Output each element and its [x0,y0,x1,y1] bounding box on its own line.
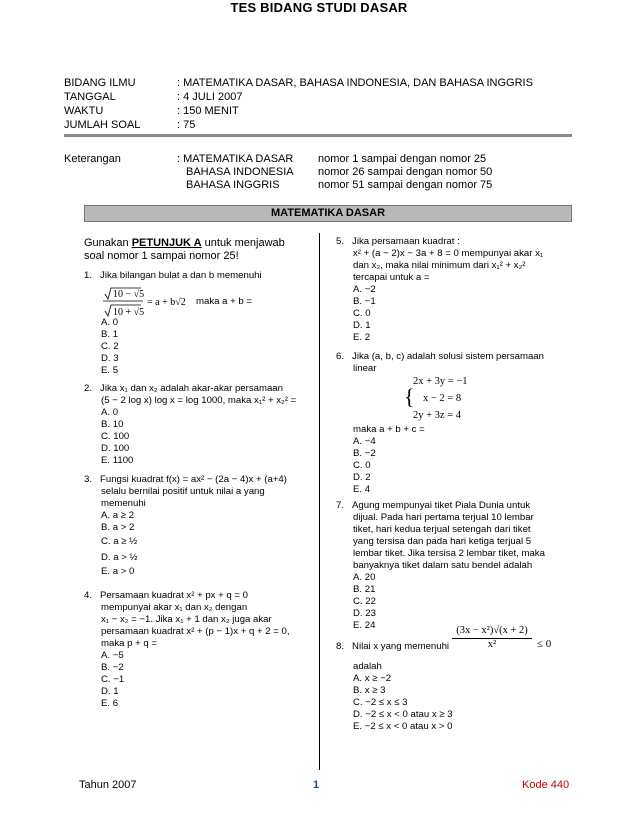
q8-relation: ≤ 0 [537,638,552,650]
option[interactable]: D. 1 [353,320,371,331]
question-2 [84,383,296,467]
option[interactable]: B. −1 [353,296,376,307]
question-text: Fungsi kuadrat f(x) = ax² − (2a − 4)x + (a+4) [100,474,287,485]
option[interactable]: E. 1100 [101,455,134,466]
question-text: Jika persamaan kuadrat : [352,236,460,247]
info-value: : 150 MENIT [177,105,239,117]
denominator: x² [487,639,497,650]
question-text: dan x₂, maka nilai minimum dari x₁² + x₂² [353,260,526,271]
option[interactable]: B. −2 [101,662,124,673]
option[interactable]: E. 4 [353,484,371,495]
intro-bold: PETUNJUK A [131,237,202,249]
q8-tail-block [336,661,453,733]
info-key: JUMLAH SOAL [64,119,141,131]
option[interactable]: A. −5 [101,650,124,661]
keterangan-label: Keterangan [64,153,121,165]
question-text: Jika bilangan bulat a dan b memenuhi [100,270,262,281]
intro-text: untuk menjawab soal nomor 1 sampai nomor 25! [84,237,285,262]
question-number: 7. [336,500,345,511]
option[interactable]: B. 10 [101,419,124,430]
option[interactable]: C. a ≥ ½ [101,536,138,547]
option[interactable]: C. −2 ≤ x ≤ 3 [353,697,408,708]
keterangan-subject: : MATEMATIKA DASAR [177,153,294,165]
question-number: 8. [336,641,345,652]
option[interactable]: A. x ≥ −2 [353,673,392,684]
question-7 [336,500,545,632]
option[interactable]: E. a > 0 [101,566,135,577]
question-number: 2. [84,383,93,394]
footer-year: Tahun 2007 [79,779,137,791]
svg-text:= a + b√2: = a + b√2 [147,297,186,308]
q1-tail: maka a + b = [196,296,252,307]
question-text: selalu bernilai positif untuk nilai a yang [101,486,265,497]
info-key: TANGGAL [64,91,116,103]
info-value: : 4 JULI 2007 [177,91,243,103]
question-4 [84,590,290,710]
option[interactable]: D. −2 ≤ x < 0 atau x ≥ 3 [353,709,453,720]
keterangan-range: nomor 26 sampai dengan nomor 50 [318,166,493,178]
question-text: x₁ − x₂ = −1. Jika x₁ + 1 dan x₂ juga akar [101,614,272,625]
info-value: : MATEMATIKA DASAR, BAHASA INDONESIA, DAN BAHASA INGGRIS [177,77,533,89]
question-text: (5 − 2 log x) log x = log 1000, maka x₁² + x₂² = [101,395,297,406]
question-6 [336,351,544,375]
option[interactable]: A. −2 [353,284,376,295]
keterangan-range: nomor 1 sampai dengan nomor 25 [318,153,487,165]
info-key: BIDANG ILMU [64,77,136,89]
keterangan-subject: BAHASA INGGRIS [186,179,280,191]
q1-options [84,317,119,377]
question-8 [336,641,449,653]
instructions [84,237,300,263]
numerator: (3x − x²)√(x + 2) [452,625,532,639]
svg-text:10 + √5: 10 + √5 [113,307,145,318]
keterangan-subject: BAHASA INDONESIA [186,166,294,178]
option[interactable]: C. 22 [353,596,376,607]
question-text: Jika (a, b, c) adalah solusi sistem persamaan [352,351,544,362]
option[interactable]: C. 100 [101,431,130,442]
option[interactable]: B. 21 [353,584,376,595]
option[interactable]: B. x ≥ 3 [353,685,386,696]
option[interactable]: A. 20 [353,572,376,583]
question-3 [84,474,287,578]
option[interactable]: C. 0 [353,308,371,319]
question-1 [84,270,309,282]
question-text: banyaknya tiket dalam satu bendel adalah [353,560,533,571]
option[interactable]: D. 100 [101,443,130,454]
keterangan-range: nomor 51 sampai dengan nomor 75 [318,179,493,191]
info-key: WAKTU [64,105,104,117]
question-number: 4. [84,590,93,601]
question-text: Persamaan kuadrat x² + px + q = 0 [100,590,249,601]
question-text: linear [353,363,377,374]
option[interactable]: D. 23 [353,608,376,619]
question-number: 1. [84,270,93,281]
q6-system [413,373,468,424]
equation: x − 2 = 8 [423,393,462,404]
question-text: tercapai untuk a = [353,272,430,283]
option[interactable]: D. 3 [101,353,119,364]
question-text: dijual. Pada hari pertama terjual 10 lembar [353,512,534,523]
option[interactable]: B. 1 [101,329,119,340]
question-number: 3. [84,474,93,485]
option[interactable]: E. 5 [101,365,119,376]
question-5 [336,236,543,344]
option[interactable]: E. −2 ≤ x < 0 atau x > 0 [353,721,453,732]
q8-fraction [452,625,532,650]
option[interactable]: C. −1 [101,674,125,685]
question-text: Nilai x yang memenuhi [352,641,450,652]
option[interactable]: E. 2 [353,332,371,343]
question-text: adalah [353,661,382,672]
option[interactable]: E. 24 [353,620,376,631]
info-value: : 75 [177,119,196,131]
option[interactable]: D. 2 [353,472,371,483]
question-text: maka a + b + c = [353,424,425,435]
question-text: Agung mempunyai tiket Piala Dunia untuk [352,500,531,511]
equation: 2x + 3y = −1 [413,376,468,387]
question-text: yang tersisa dan pada hari ketiga terjual 5 [353,536,532,547]
option[interactable]: B. −2 [353,448,376,459]
option[interactable]: E. 6 [101,698,119,709]
question-text: memenuhi [101,498,146,509]
option[interactable]: C. 0 [353,460,371,471]
question-number: 5. [336,236,345,247]
option[interactable]: C. 2 [101,341,119,352]
option[interactable]: B. a > 2 [101,522,135,533]
question-text: maka p + q = [101,638,157,649]
question-text: Jika x₁ dan x₂ adalah akar-akar persamaan [100,383,283,394]
divider [64,134,572,137]
page-number: 1 [313,779,320,791]
option[interactable]: A. −4 [353,436,376,447]
question-number: 6. [336,351,345,362]
svg-text:10 − √5: 10 − √5 [113,289,145,300]
question-text: lembar tiket. Jika tersisa 2 lembar tiket, maka [353,548,545,559]
option[interactable]: A. 0 [101,407,119,418]
question-text: x² + (a − 2)x − 3a + 8 = 0 mempunyai akar x₁ [353,248,544,259]
option[interactable]: A. a ≥ 2 [101,510,134,521]
question-text: tiket, hari kedua terjual setengah dari tiket [353,524,531,535]
q6-tail-block [336,424,425,496]
option[interactable]: D. a > ½ [101,552,138,563]
page-title: TES BIDANG STUDI DASAR [230,0,408,15]
option[interactable]: D. 1 [101,686,119,697]
brace: { [404,384,415,409]
column-divider [319,233,320,770]
section-title: MATEMATIKA DASAR [84,205,572,222]
equation: 2y + 3z = 4 [413,410,462,421]
question-text: mempunyai akar x₁ dan x₂ dengan [101,602,248,613]
footer-code: Kode 440 [522,779,570,791]
intro-text: Gunakan [84,237,132,249]
question-text: persamaan kuadrat x² + (p − 1)x + q + 2 = 0, [101,626,290,637]
option[interactable]: A. 0 [101,317,119,328]
